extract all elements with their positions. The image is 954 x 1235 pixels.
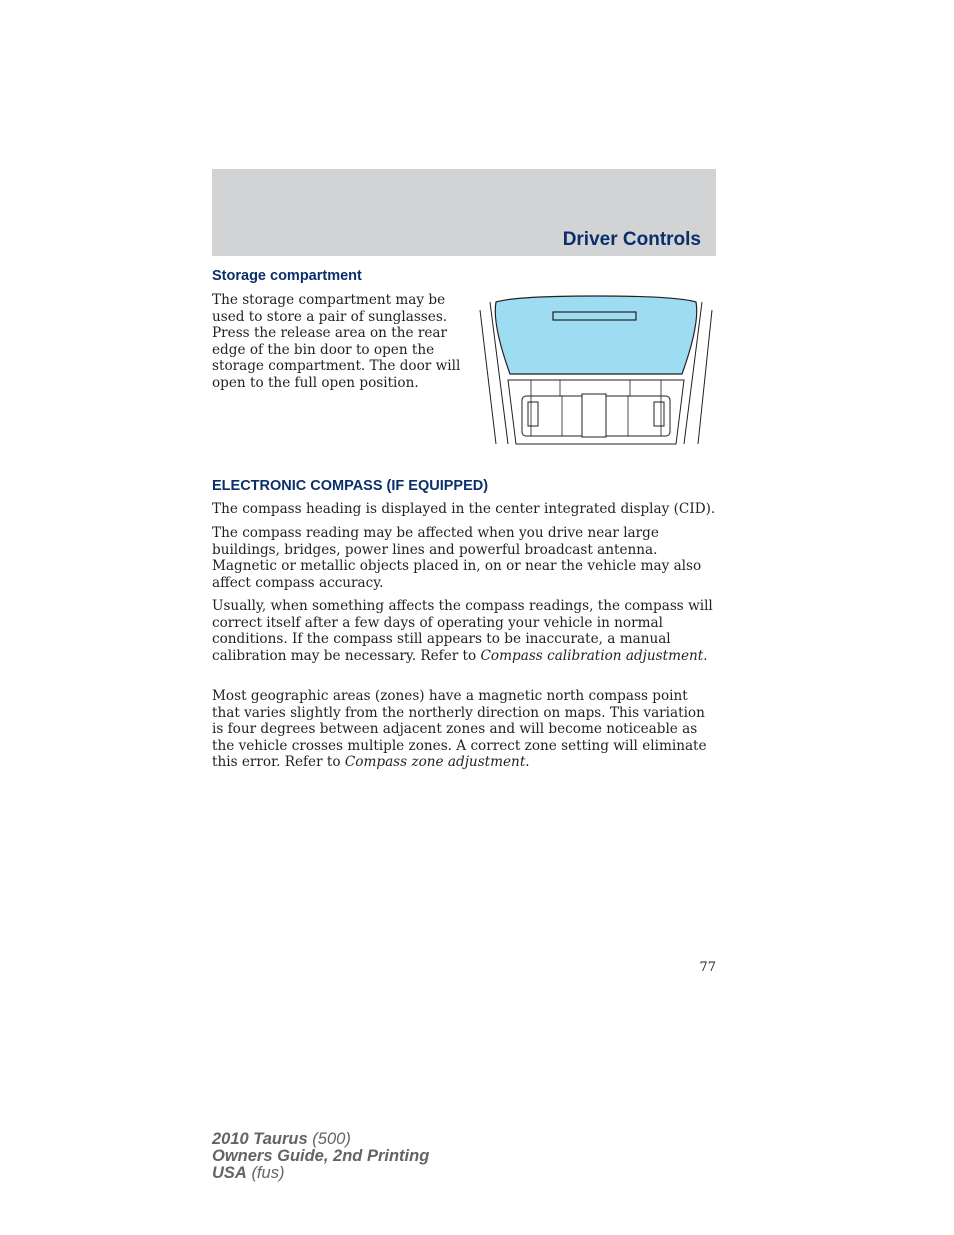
- section-header-band: [212, 169, 716, 256]
- compass-paragraph-3-end: .: [703, 647, 708, 664]
- footer-market-code: (fus): [251, 1164, 285, 1182]
- electronic-compass-heading: ELECTRONIC COMPASS (IF EQUIPPED): [212, 478, 489, 494]
- compass-paragraph-4: [212, 688, 717, 771]
- footer-model-code: (500): [312, 1130, 351, 1148]
- sunglasses-bin-door: [495, 296, 696, 374]
- compass-paragraph-3: [212, 598, 717, 664]
- storage-compartment-illustration: [476, 294, 716, 454]
- compass-paragraph-4-end: .: [525, 754, 530, 770]
- compass-zone-reference: Compass zone adjustment: [344, 754, 526, 770]
- document-footer: [212, 1131, 429, 1182]
- footer-market: USA: [212, 1164, 247, 1182]
- overhead-console-drawing: [476, 294, 716, 454]
- footer-model: 2010 Taurus: [212, 1130, 308, 1148]
- section-title: Driver Controls: [562, 229, 701, 250]
- storage-compartment-heading: Storage compartment: [212, 268, 362, 284]
- compass-paragraph-3-text: Usually, when something affects the compass readings, the compass will correct itself after a few days of operating your vehicle in normal conditions. If the compass still appears to be inaccurate, a manual calibration may be necessary. Refer to: [212, 598, 713, 664]
- page-number: 77: [699, 960, 716, 975]
- compass-paragraph-4-text: Most geographic areas (zones) have a magnetic north compass point that varies slightly from the northerly direction on maps. This variation is four degrees between adjacent zones and will become noticeable as the vehicle crosses multiple zones. A correct zone setting will eliminate this error. Refer to: [212, 688, 707, 770]
- footer-guide: Owners Guide, 2nd Printing: [212, 1147, 430, 1165]
- compass-calibration-reference: Compass calibration adjustment: [480, 647, 704, 664]
- compass-paragraph-1: The compass heading is displayed in the center integrated display (CID).: [212, 501, 716, 517]
- compass-paragraph-2: The compass reading may be affected when you drive near large buildings, bridges, power lines and powerful broadcast antenna. Magnetic or metallic objects placed in, on or near the vehicle may also affect compass accuracy.: [212, 525, 702, 591]
- storage-compartment-paragraph: The storage compartment may be used to store a pair of sunglasses. Press the release area on the rear edge of the bin door to open the storage compartment. The door will open to the full open position.: [212, 292, 461, 391]
